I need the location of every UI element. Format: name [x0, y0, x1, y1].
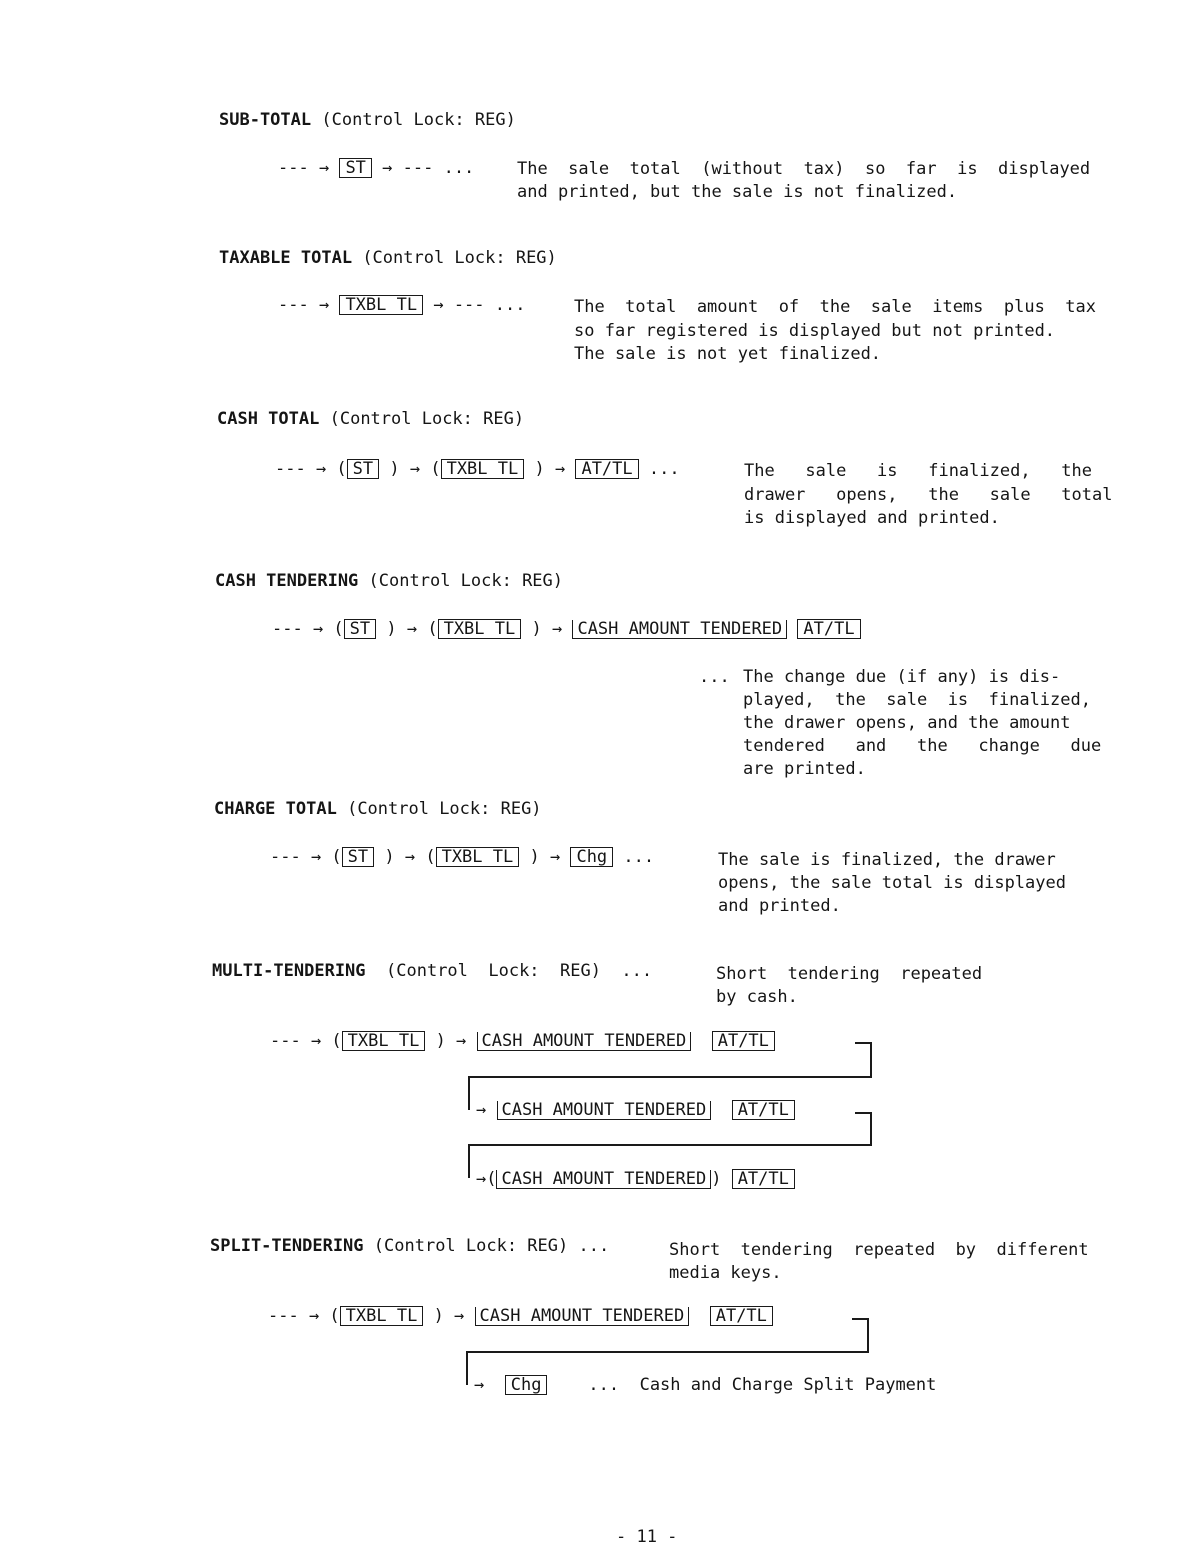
multi-row-1 [270, 1030, 775, 1053]
st-key: ST [344, 619, 376, 639]
cash-total-heading [217, 408, 524, 431]
cash-tendering-desc-2: played, the sale is finalized, [743, 690, 1091, 710]
seq-arrow: → [474, 1375, 485, 1395]
at-tl-key: AT/TL [732, 1100, 795, 1120]
txbl-tl-key: TXBL TL [339, 295, 423, 315]
seq-arrow: ) → ( [389, 459, 441, 479]
multi-desc-1: Short tendering repeated [716, 964, 983, 984]
seq-arrow: ) → ( [384, 847, 436, 867]
seq-arrow: →( [476, 1169, 497, 1189]
split-desc-2: media keys. [669, 1263, 782, 1283]
loop-connector [870, 1112, 872, 1146]
cash-total-sequence [275, 458, 680, 481]
seq-arrow: --- → ( [268, 1306, 340, 1326]
subtotal-title: SUB-TOTAL [219, 110, 312, 130]
cash-tendering-lock: (Control Lock: REG) [368, 571, 564, 591]
txbl-tl-key: TXBL TL [441, 459, 525, 479]
st-key: ST [339, 158, 371, 178]
charge-total-desc-2: opens, the sale total is displayed [718, 873, 1066, 893]
seq-arrow: --- → ( [270, 847, 342, 867]
cash-total-desc-1: The sale is finalized, the [744, 461, 1092, 481]
cash-amount-tendered: CASH AMOUNT TENDERED [497, 1101, 712, 1120]
split-desc-1: Short tendering repeated by different [669, 1240, 1089, 1260]
cash-amount-tendered: CASH AMOUNT TENDERED [572, 620, 787, 639]
taxable-desc-1: The total amount of the sale items plus tax [574, 297, 1096, 317]
seq-arrow: → [476, 1100, 487, 1120]
loop-connector [468, 1076, 872, 1078]
seq-arrow: → --- ... [433, 295, 526, 315]
charge-total-sequence [270, 846, 654, 869]
charge-total-lock: (Control Lock: REG) [347, 799, 542, 819]
loop-connector [468, 1144, 470, 1178]
at-tl-key: AT/TL [712, 1031, 775, 1051]
cash-total-desc-3: is displayed and printed. [744, 508, 1000, 528]
chg-key: Chg [505, 1375, 548, 1395]
taxable-title: TAXABLE TOTAL [219, 248, 353, 268]
seq-arrow: --- → [278, 158, 330, 178]
txbl-tl-key: TXBL TL [438, 619, 522, 639]
cash-tendering-title: CASH TENDERING [215, 571, 359, 591]
cash-tendering-ellipsis: ... [699, 667, 730, 687]
cash-tendering-desc-1: The change due (if any) is dis- [743, 667, 1061, 687]
multi-row-2 [476, 1099, 795, 1122]
loop-connector [855, 1042, 871, 1044]
loop-connector [468, 1144, 872, 1146]
cash-amount-tendered: CASH AMOUNT TENDERED [477, 1032, 692, 1051]
ellipsis: ... [623, 847, 655, 867]
loop-connector [867, 1318, 869, 1353]
charge-total-desc-1: The sale is finalized, the drawer [718, 850, 1056, 870]
st-key: ST [347, 459, 379, 479]
txbl-tl-key: TXBL TL [340, 1306, 424, 1326]
taxable-sequence [278, 294, 525, 317]
txbl-tl-key: TXBL TL [342, 1031, 426, 1051]
multi-row-3 [476, 1168, 795, 1191]
cash-tendering-desc-3: the drawer opens, and the amount [743, 713, 1071, 733]
subtotal-sequence [278, 157, 474, 180]
taxable-desc-3: The sale is not yet finalized. [574, 344, 882, 364]
paren: ) [711, 1169, 722, 1189]
multi-title: MULTI-TENDERING [212, 961, 366, 981]
page-number: - 11 - [616, 1527, 678, 1547]
charge-total-desc-3: and printed. [718, 896, 841, 916]
seq-arrow: --- → [278, 295, 330, 315]
cash-tendering-desc-5: are printed. [743, 759, 866, 779]
at-tl-key: AT/TL [732, 1169, 795, 1189]
seq-arrow: ) → [534, 459, 566, 479]
seq-arrow: → --- ... [382, 158, 475, 178]
st-key: ST [342, 847, 374, 867]
seq-arrow: --- → ( [275, 459, 347, 479]
chg-key: Chg [570, 847, 613, 867]
at-tl-key: AT/TL [575, 459, 638, 479]
seq-arrow: ) → [529, 847, 561, 867]
charge-total-heading [214, 798, 542, 821]
cash-amount-tendered: CASH AMOUNT TENDERED [496, 1170, 711, 1189]
seq-arrow: ) → [531, 619, 563, 639]
taxable-desc-2: so far registered is displayed but not printed. [574, 321, 1056, 341]
multi-heading [212, 960, 652, 983]
at-tl-key: AT/TL [710, 1306, 773, 1326]
loop-connector [855, 1112, 871, 1114]
cash-total-desc-2: drawer opens, the sale total [744, 485, 1113, 505]
seq-arrow: ) → ( [386, 619, 438, 639]
loop-connector [466, 1351, 869, 1353]
cash-total-lock: (Control Lock: REG) [329, 409, 525, 429]
taxable-lock: (Control Lock: REG) [362, 248, 557, 268]
seq-arrow: ) → [435, 1031, 467, 1051]
multi-desc-2: by cash. [716, 987, 798, 1007]
taxable-heading [219, 247, 557, 270]
cash-tendering-heading [215, 570, 563, 593]
seq-arrow: --- → ( [272, 619, 344, 639]
ellipsis: ... [648, 459, 680, 479]
cash-tendering-sequence [272, 618, 861, 641]
split-row-1 [268, 1305, 773, 1328]
at-tl-key: AT/TL [797, 619, 860, 639]
cash-amount-tendered: CASH AMOUNT TENDERED [475, 1307, 690, 1326]
subtotal-lock: (Control Lock: REG) [321, 110, 516, 130]
split-title: SPLIT-TENDERING [210, 1236, 364, 1256]
subtotal-desc-2: and printed, but the sale is not finalized. [517, 182, 958, 202]
cash-tendering-desc-4: tendered and the change due [743, 736, 1102, 756]
split-row2-desc: ... Cash and Charge Split Payment [588, 1375, 937, 1395]
subtotal-desc-1: The sale total (without tax) so far is displayed [517, 159, 1091, 179]
loop-connector [468, 1076, 470, 1110]
txbl-tl-key: TXBL TL [436, 847, 520, 867]
cash-total-title: CASH TOTAL [217, 409, 320, 429]
split-lock: (Control Lock: REG) ... [373, 1236, 610, 1256]
seq-arrow: ) → [433, 1306, 465, 1326]
split-row-2 [474, 1374, 936, 1397]
loop-connector [870, 1042, 872, 1078]
seq-arrow: --- → ( [270, 1031, 342, 1051]
subtotal-heading [219, 109, 516, 132]
split-heading [210, 1235, 609, 1258]
multi-lock: (Control Lock: REG) ... [386, 961, 653, 981]
loop-connector [466, 1351, 468, 1385]
charge-total-title: CHARGE TOTAL [214, 799, 337, 819]
